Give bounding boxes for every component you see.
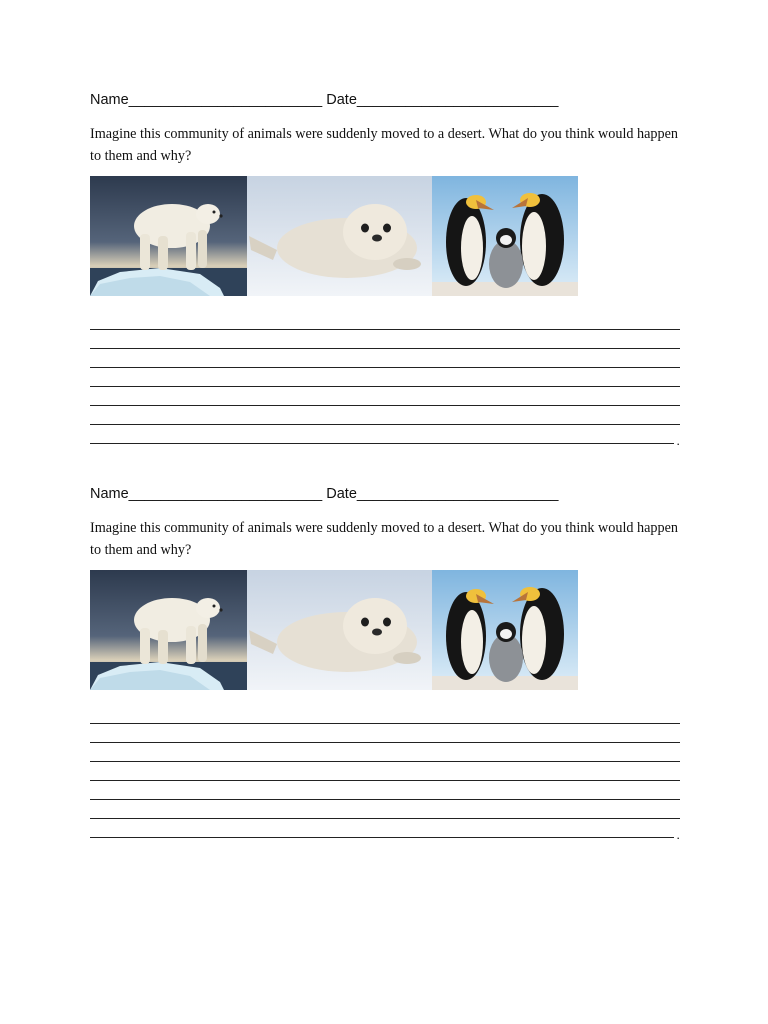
name-date-row	[90, 484, 690, 504]
animal-photos	[90, 176, 578, 296]
answer-line[interactable]	[90, 393, 680, 412]
answer-line[interactable]	[90, 412, 680, 431]
question-text: Imagine this community of animals were suddenly moved to a desert. What do you think would happen to them and why?	[90, 126, 679, 164]
penguins-photo	[432, 176, 578, 296]
answer-lines[interactable]	[90, 711, 680, 844]
answer-line[interactable]	[90, 730, 680, 749]
penguins-photo	[432, 570, 578, 690]
polar-bear-photo	[90, 176, 247, 296]
answer-line[interactable]	[90, 768, 680, 787]
answer-line[interactable]	[90, 787, 680, 806]
polar-bear-photo	[90, 570, 247, 690]
answer-lines[interactable]	[90, 317, 680, 450]
name-field[interactable]: Name________________________	[90, 486, 323, 502]
answer-line[interactable]	[90, 749, 680, 768]
answer-line[interactable]	[90, 431, 680, 450]
worksheet-1	[90, 90, 690, 450]
answer-line[interactable]	[90, 336, 680, 355]
name-field[interactable]: Name________________________	[90, 92, 323, 108]
worksheet-2	[90, 484, 690, 844]
seal-photo	[247, 570, 432, 690]
line-end-mark: .	[676, 433, 680, 448]
question-text: Imagine this community of animals were suddenly moved to a desert. What do you think would happen to them and why?	[90, 520, 679, 558]
answer-line[interactable]	[90, 825, 680, 844]
answer-line[interactable]	[90, 806, 680, 825]
name-date-row	[90, 90, 690, 110]
date-field[interactable]: Date_________________________	[326, 92, 559, 108]
seal-photo	[247, 176, 432, 296]
answer-line[interactable]	[90, 711, 680, 730]
date-field[interactable]: Date_________________________	[326, 486, 559, 502]
line-end-mark: .	[676, 827, 680, 842]
animal-photos	[90, 570, 578, 690]
answer-line[interactable]	[90, 374, 680, 393]
answer-line[interactable]	[90, 317, 680, 336]
answer-line[interactable]	[90, 355, 680, 374]
